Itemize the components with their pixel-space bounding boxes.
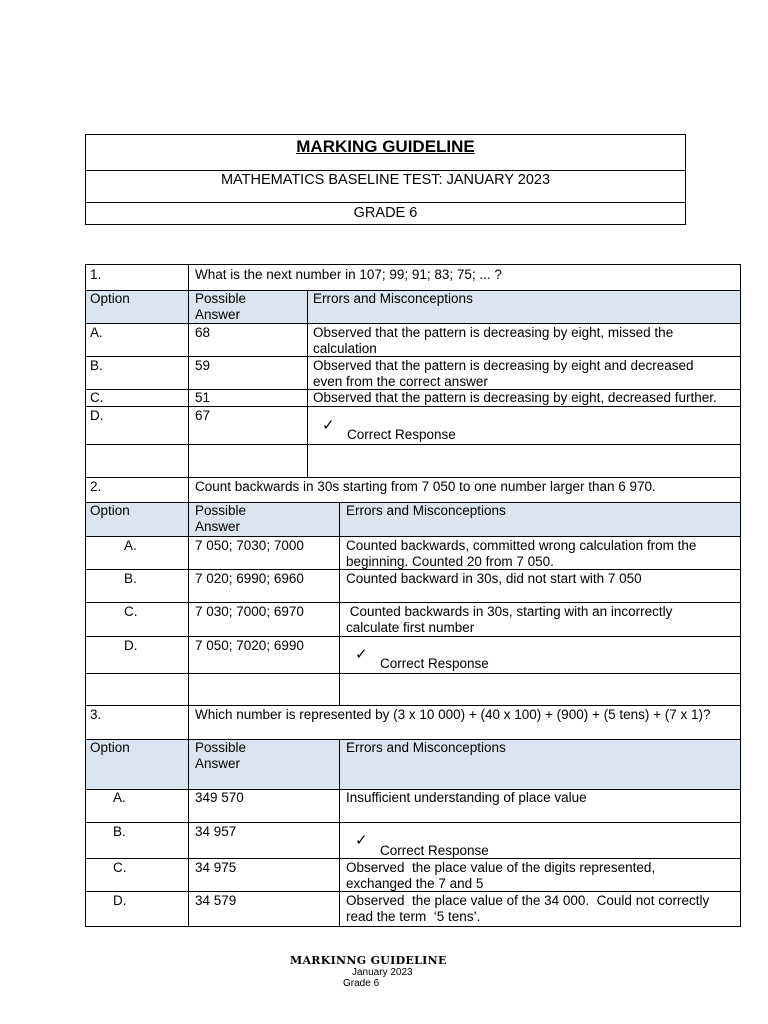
q1-correct-response: Correct Response — [347, 427, 456, 442]
q3-answer-c: 34 975 — [195, 860, 237, 875]
q1-error-b: Observed that the pattern is decreasing by eight and decreased — [313, 358, 694, 373]
footer-date: January 2023 — [352, 967, 413, 978]
checkmark-icon: ✓ — [355, 831, 368, 849]
col-header-option: Option — [90, 740, 130, 755]
q1-error-c: Observed that the pattern is decreasing by eight, decreased further. — [313, 390, 717, 405]
col-header-errors: Errors and Misconceptions — [313, 291, 473, 306]
footer-grade: Grade 6 — [343, 978, 380, 989]
col-header-answer: Possible — [195, 503, 247, 518]
q3-answer-a: 349 570 — [195, 790, 244, 805]
q1-error-b: even from the correct answer — [313, 374, 488, 389]
col-header-answer: Answer — [195, 519, 241, 534]
q3-option-b: B. — [113, 824, 126, 839]
q2-option-b: B. — [124, 571, 137, 586]
q3-error-d: read the term ‘5 tens’. — [346, 909, 481, 924]
col-header-answer: Answer — [195, 756, 241, 771]
question-3-text: Which number is represented by (3 x 10 000) + (40 x 100) + (900) + (5 tens) + (7 x 1)? — [195, 707, 711, 722]
q1-option-b: B. — [90, 358, 103, 373]
question-3-number: 3. — [90, 707, 102, 722]
question-1-number: 1. — [90, 267, 102, 282]
q1-option-a: A. — [90, 325, 103, 340]
test-subtitle: MATHEMATICS BASELINE TEST: JANUARY 2023 — [220, 172, 551, 188]
col-header-errors: Errors and Misconceptions — [346, 503, 506, 518]
q2-error-c: calculate first number — [346, 620, 475, 635]
question-2-text: Count backwards in 30s starting from 7 050 to one number larger than 6 970. — [195, 479, 656, 494]
q2-error-c: Counted backwards in 30s, starting with an incorrectly — [346, 604, 673, 619]
q3-correct-response: Correct Response — [380, 843, 489, 858]
q3-option-d: D. — [113, 893, 127, 908]
q2-answer-a: 7 050; 7030; 7000 — [195, 538, 304, 553]
q2-option-a: A. — [124, 538, 137, 553]
q2-correct-response: Correct Response — [380, 656, 489, 671]
footer-title: MARKINNG GUIDELINE — [290, 954, 447, 967]
q2-answer-c: 7 030; 7000; 6970 — [195, 604, 304, 619]
q3-error-c: Observed the place value of the digits represented, — [346, 860, 656, 875]
col-header-option: Option — [90, 503, 130, 518]
col-header-answer: Possible — [195, 291, 247, 306]
q1-answer-b: 59 — [195, 358, 211, 373]
q2-option-d: D. — [124, 638, 138, 653]
col-header-answer: Possible — [195, 740, 247, 755]
q2-error-a: beginning. Counted 20 from 7 050. — [346, 554, 554, 569]
q2-answer-d: 7 050; 7020; 6990 — [195, 638, 304, 653]
q1-answer-c: 51 — [195, 390, 211, 405]
q2-answer-b: 7 020; 6990; 6960 — [195, 571, 304, 586]
q1-error-a: calculation — [313, 341, 377, 356]
q3-option-a: A. — [113, 790, 126, 805]
page-title: MARKING GUIDELINE — [296, 137, 475, 156]
q3-answer-b: 34 957 — [195, 824, 237, 839]
q2-error-a: Counted backwards, committed wrong calculation from the — [346, 538, 697, 553]
q2-error-b: Counted backward in 30s, did not start with 7 050 — [346, 571, 642, 586]
q1-answer-d: 67 — [195, 408, 211, 423]
q3-error-d: Observed the place value of the 34 000. Could not correctly — [346, 893, 710, 908]
q3-answer-d: 34 579 — [195, 893, 237, 908]
q3-error-a: Insufficient understanding of place value — [346, 790, 587, 805]
q3-error-c: exchanged the 7 and 5 — [346, 876, 484, 891]
checkmark-icon: ✓ — [322, 416, 335, 434]
col-header-errors: Errors and Misconceptions — [346, 740, 506, 755]
q3-option-c: C. — [113, 860, 127, 875]
q1-option-c: C. — [90, 390, 104, 405]
q1-error-a: Observed that the pattern is decreasing by eight, missed the — [313, 325, 674, 340]
q2-option-c: C. — [124, 604, 138, 619]
q1-answer-a: 68 — [195, 325, 211, 340]
question-2-number: 2. — [90, 479, 102, 494]
checkmark-icon: ✓ — [355, 645, 368, 663]
question-1-text: What is the next number in 107; 99; 91; 83; 75; ... ? — [195, 267, 502, 282]
q1-option-d: D. — [90, 408, 104, 423]
grade-label: GRADE 6 — [353, 205, 418, 221]
col-header-answer: Answer — [195, 307, 241, 322]
col-header-option: Option — [90, 291, 130, 306]
